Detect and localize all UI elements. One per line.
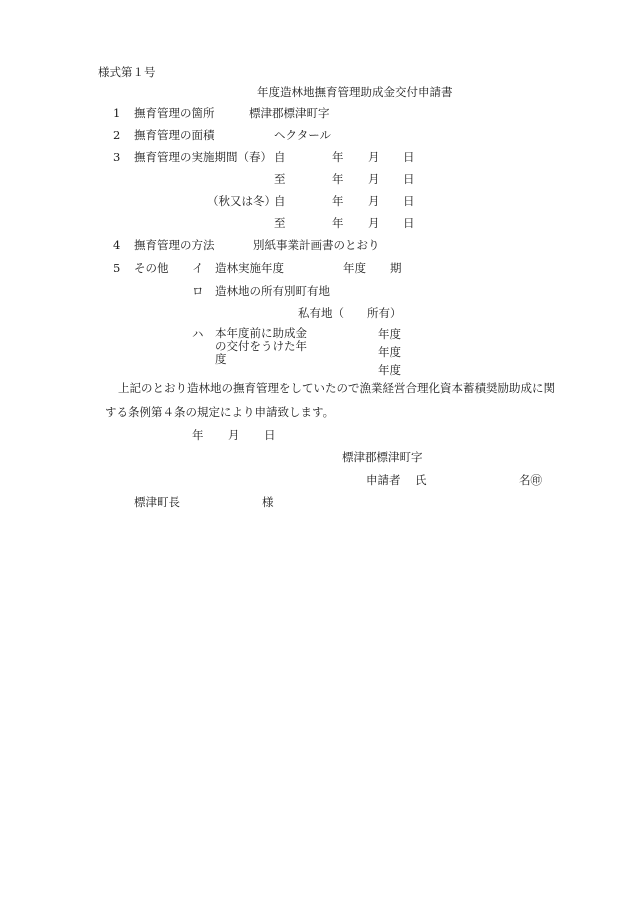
item3-autumn-to-month: 月 [368, 216, 380, 230]
item3-spring-from-month: 月 [368, 150, 380, 164]
item1-label: 撫育管理の箇所 [134, 106, 215, 120]
item5-i-nendo: 年度 [343, 261, 366, 275]
item3-spring-from-day: 日 [403, 150, 415, 164]
item5-label: その他 [134, 261, 169, 275]
item4-value: 別紙事業計画書のとおり [253, 238, 380, 252]
statement-line-1: 上記のとおり造林地の撫育管理をしていたので漁業経営合理化資本蓄積奨励助成に関 [118, 381, 555, 395]
date-year: 年 [192, 428, 204, 442]
item5-ha-nendo-2: 年度 [378, 345, 401, 359]
item3-spring-to-day: 日 [403, 172, 415, 186]
item5-ha-nendo-1: 年度 [378, 327, 401, 341]
item5-number: 5 [113, 261, 121, 275]
item3-autumn-to-day: 日 [403, 216, 415, 230]
item3-spring-to: 至 [274, 172, 286, 186]
item5-i-label: 造林実施年度 [215, 261, 284, 275]
date-day: 日 [264, 428, 276, 442]
item3-autumn-from-day: 日 [403, 194, 415, 208]
item5-ro-label: 造林地の所有別町有地 [215, 284, 330, 298]
applicant-name-suffix: 名㊞ [519, 473, 542, 487]
statement-line-2: する条例第４条の規定により申請致します。 [105, 405, 335, 419]
item1-value: 標津郡標津町字 [249, 106, 330, 120]
applicant-address: 標津郡標津町字 [342, 450, 423, 464]
addressee-honorific: 様 [262, 495, 274, 509]
item4-number: 4 [113, 238, 121, 252]
item5-ha-mark: ハ [192, 327, 204, 341]
item3-autumn-from: 自 [274, 194, 286, 208]
item4-label: 撫育管理の方法 [134, 238, 215, 252]
item2-label: 撫育管理の面積 [134, 128, 215, 142]
addressee-title: 標津町長 [134, 495, 180, 509]
item5-ha-label: 本年度前に助成金の交付をうけた年度 [215, 326, 307, 366]
item5-i-mark: イ [192, 261, 204, 275]
item3-autumn-to-year: 年 [332, 216, 344, 230]
item3-number: 3 [113, 150, 121, 164]
item2-value: ヘクタール [274, 128, 332, 142]
item3-autumn-from-year: 年 [332, 194, 344, 208]
form-title: 年度造林地撫育管理助成金交付申請書 [257, 85, 453, 99]
item1-number: 1 [113, 106, 121, 120]
date-month: 月 [228, 428, 240, 442]
item3-spring-from: 自 [274, 150, 286, 164]
item3-spring-to-month: 月 [368, 172, 380, 186]
item3-autumn-to: 至 [274, 216, 286, 230]
applicant-label: 申請者 [366, 473, 401, 487]
item5-ro-mark: ロ [192, 284, 204, 298]
item5-ha-nendo-3: 年度 [378, 363, 401, 377]
item3-autumn-from-month: 月 [368, 194, 380, 208]
item3-label: 撫育管理の実施期間（春） [134, 150, 272, 164]
item3-autumn-label: （秋又は冬） [207, 194, 276, 208]
item3-spring-to-year: 年 [332, 172, 344, 186]
item2-number: 2 [113, 128, 121, 142]
item5-i-ki: 期 [390, 261, 402, 275]
form-number: 様式第１号 [98, 65, 156, 79]
applicant-name-prefix: 氏 [415, 473, 427, 487]
item3-spring-from-year: 年 [332, 150, 344, 164]
item5-ro-private: 私有地（ 所有） [298, 306, 402, 320]
